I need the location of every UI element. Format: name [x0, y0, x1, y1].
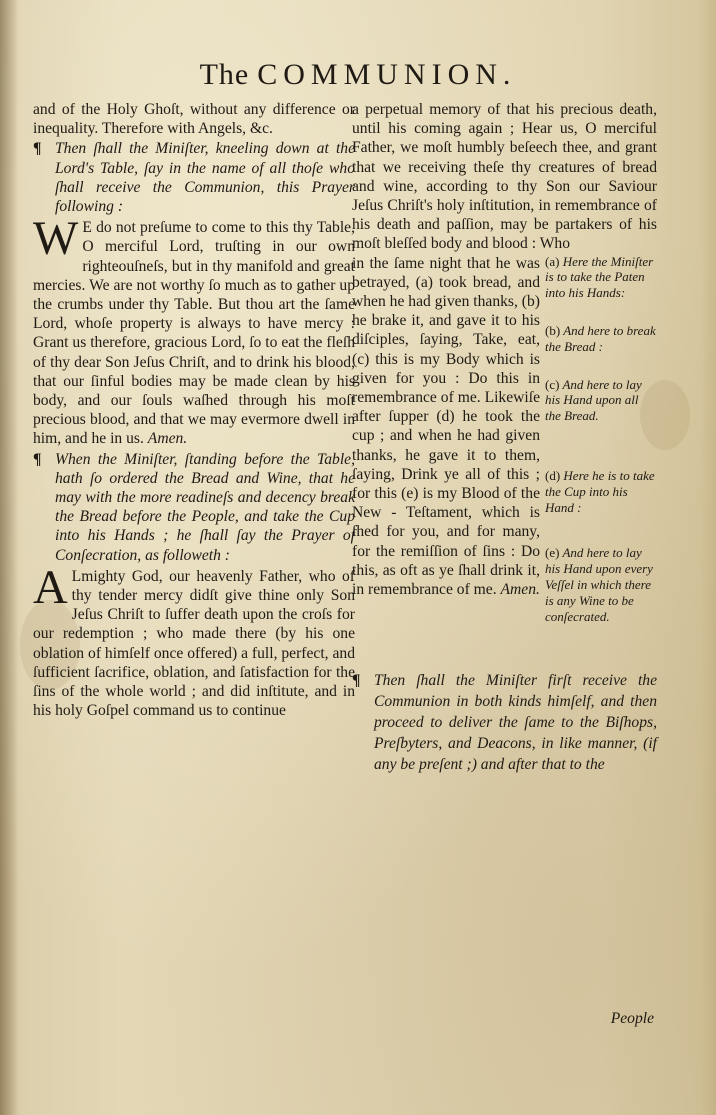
- prayer-consecration-text: Lmighty God, our heavenly Father, who of thy tender mercy didſt give thine only Son Jeſus Chriſt to ſuffer death upon the croſs for our redemption ; who made there (by his one oblation of himſelf once offered) a full, perfect, and ſufficient ſacrifice, oblation, and ſatisfaction for the ſins of the whole world ; and did inſtitute, and in his holy Goſpel command us to continue: [33, 567, 355, 720]
- amen: Amen.: [500, 581, 540, 599]
- binding-shadow: [0, 0, 18, 1115]
- rubric-consecration-text: When the Miniſter, ſtanding before the Table, hath ſo ordered the Bread and Wine, that he may with the more readineſs and decency break the Bread before the People, and take the Cup into his Hands ; he ſhall ſay the Prayer of Conſecration, as followeth :: [55, 450, 355, 564]
- rubric-consecration: [33, 450, 355, 565]
- prayer-consecration: [33, 560, 355, 721]
- institution-narrative-text: in the ſame night that he was betrayed, (a) took bread, and when he had given thanks, (b) he brake it, and gave it to his diſciples, ſaying, Take, eat, (c) this is my Body which is given for you : Do this in remembrance of me. Likewiſe after ſupper (d) he took the cup ; and when he had given thanks, he gave it to them, ſaying, Drink ye all of this ; for this (e) is my Blood of the New - Teſtament, which is ſhed for you, and for many, for the remiſſion of ſins : Do this, as oft as ye ſhall drink it, in remembrance of me.: [352, 254, 540, 599]
- prayer-humble-access: [33, 212, 355, 448]
- catchword: People: [610, 1010, 654, 1027]
- margin-note-a: (a) Here the Miniſter is to take the Paten into his Hands:: [545, 253, 654, 301]
- margin-note-b: (b) And here to break the Bread :: [545, 323, 656, 354]
- margin-note-e: (e) And here to lay his Hand upon every Veſſel in which there is any Wine to be conſecrated.: [545, 545, 653, 624]
- institution-narrative: [352, 254, 540, 647]
- pilcrow-icon: ¶: [33, 450, 42, 468]
- margin-note-c: (c) And here to lay his Hand upon all the Bread.: [545, 376, 642, 424]
- prayer-humble-access-text: E do not preſume to come to this thy Table, O merciful Lord, truſting in our own righteouſneſs, but in thy manifold and great mercies. We are not worthy ſo much as to gather up the crumbs under thy Table. But thou art the ſame Lord, whoſe property is always to have mercy : Grant us therefore, gracious Lord, ſo to eat the fleſh of thy dear Son Jeſus Chriſt, and to drink his blood, that our ſinful bodies may be made clean by his body, and our ſouls waſhed through his moſt precious blood, and that we may evermore dwell in him, and he in us.: [33, 219, 355, 448]
- right-column: [352, 100, 657, 775]
- amen: Amen.: [147, 430, 188, 448]
- header-title: COMMUNION.: [257, 58, 517, 91]
- left-column: [33, 100, 355, 721]
- rubric-minister-receives-text: Then ſhall the Miniſter firſt receive the Communion in both kinds himſelf, and then proceed to deliver the ſame to the Biſhops, Preſbyters, and Deacons, in like manner, (if any be preſent ;) and after that to the: [374, 672, 657, 774]
- rubric-kneeling-text: Then ſhall the Miniſter, kneeling down at the Lord's Table, ſay in the name of all thoſe who ſhall receive the Communion, this Prayer following :: [55, 140, 355, 216]
- header-the: The: [199, 58, 250, 91]
- pilcrow-icon: ¶: [352, 672, 361, 690]
- left-opening-paragraph: and of the Holy Ghoſt, without any difference or inequality. Therefore with Angels, &c.: [33, 101, 355, 138]
- margin-notes: [545, 254, 657, 647]
- rubric-minister-receives: [352, 670, 657, 775]
- dropcap-w: W: [33, 212, 79, 266]
- institution-block: [352, 254, 657, 647]
- rubric-kneeling: [33, 139, 355, 216]
- right-opening-paragraph: a perpetual memory of that his precious death, until his coming again ; Hear us, O merciful Father, we moſt humbly beſeech thee, and grant that we receiving theſe thy creatures of bread and wine, according to thy Son our Saviour Jeſus Chriſt's holy inſtitution, in remembrance of his death and paſſion, may be partakers of his moſt bleſſed body and blood : Who: [352, 101, 657, 253]
- page-header: [0, 58, 716, 92]
- margin-note-d: (d) Here he is to take the Cup into his Hand :: [545, 468, 655, 515]
- dropcap-a: A: [33, 560, 68, 614]
- pilcrow-icon: ¶: [33, 140, 42, 158]
